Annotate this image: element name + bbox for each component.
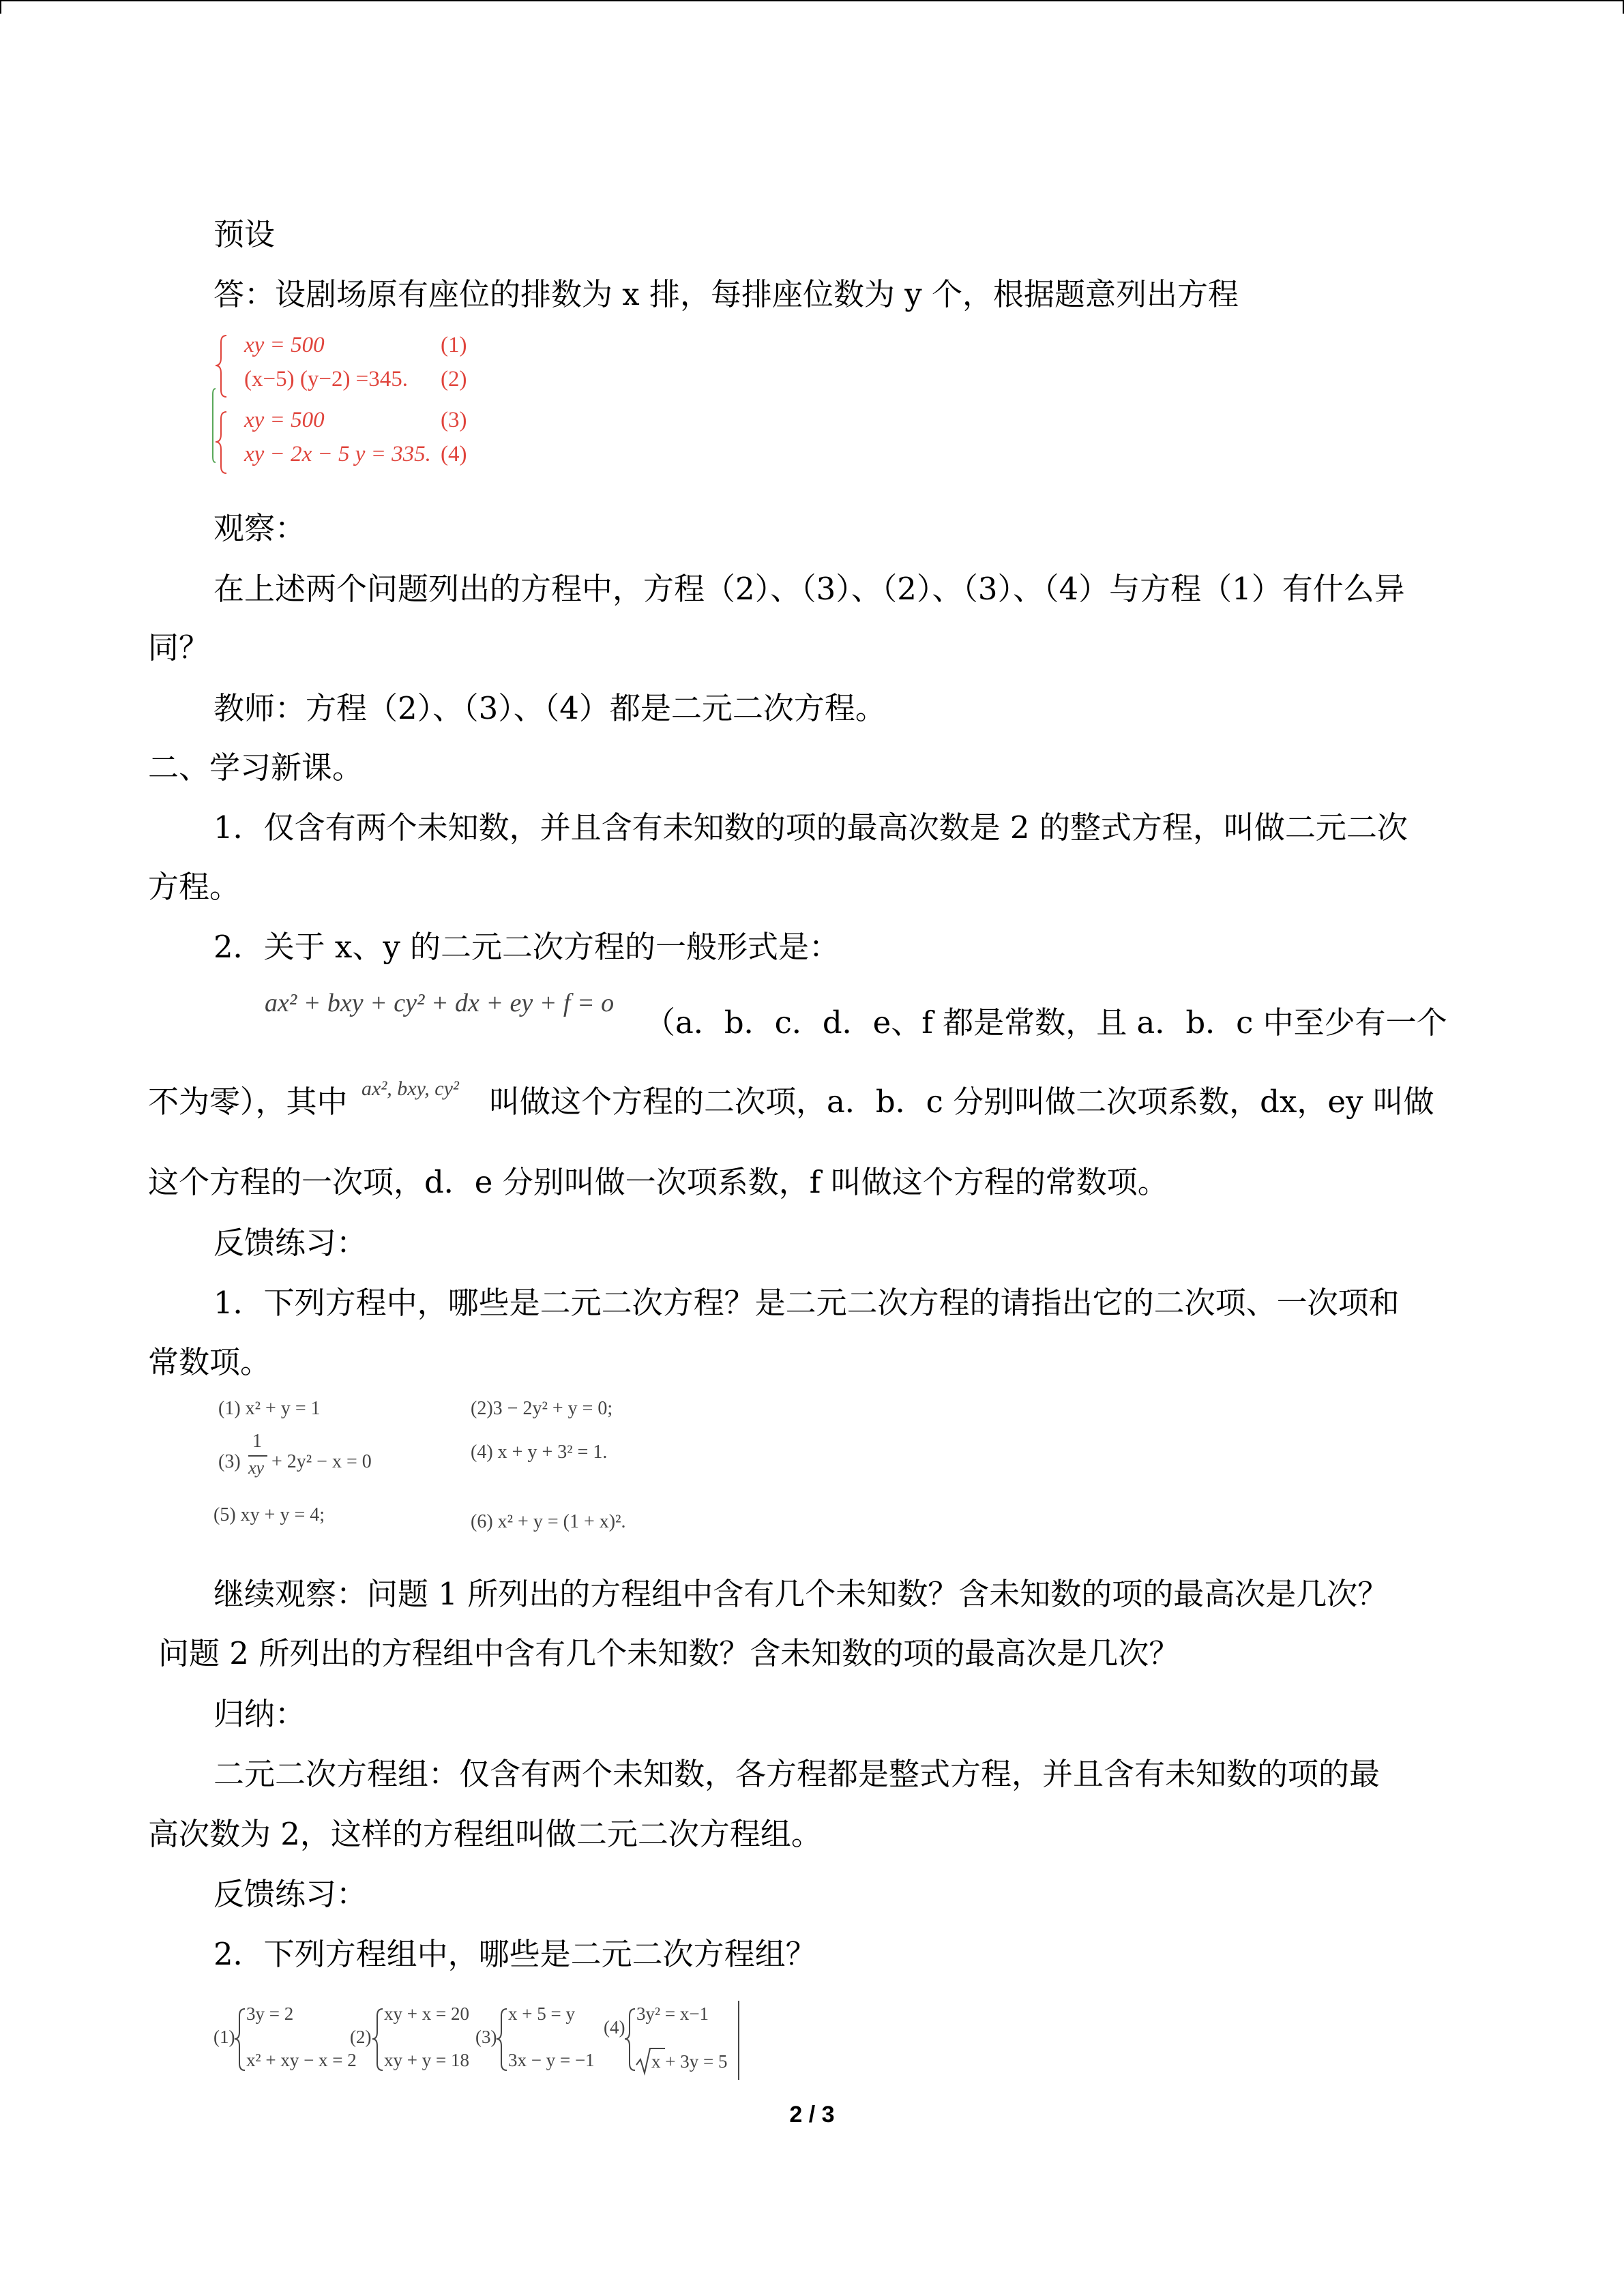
eq-2: (x−5) (y−2) =345. [244,367,409,391]
definition-1-cont: 方程。 [148,869,241,905]
exercise-1-eq1: (1) x² + y = 1 [218,1398,321,1419]
line-observe: 观察： [213,510,306,546]
eq3-rest: + 2y² − x = 0 [271,1451,372,1472]
definition-1: 1．仅含有两个未知数，并且含有未知数的项的最高次数是 2 的整式方程，叫做二元二次 [213,809,1408,846]
eq-3-tag: (3) [441,408,467,432]
exercise-2-question: 2．下列方程组中，哪些是二元二次方程组？ [213,1936,816,1972]
exercise-1-question: 1．下列方程中，哪些是二元二次方程？是二元二次方程的请指出它的二次项、一次项和 [213,1285,1400,1321]
system-1-eq-b: x² + xy − x = 2 [246,2050,357,2070]
eq3-numerator: 1 [252,1431,262,1452]
eq-1-tag: (1) [441,333,467,357]
section-heading: 二、学习新课。 [148,749,364,786]
summary-definition: 二元二次方程组：仅含有两个未知数，各方程都是整式方程，并且含有未知数的项的最 [213,1756,1381,1792]
continue-observe-2: 问题 2 所列出的方程组中含有几个未知数？含未知数的项的最高次是几次？ [158,1635,1180,1671]
system-2-eq-b: xy + y = 18 [384,2050,469,2070]
linear-terms-line: 这个方程的一次项，d．e 分别叫做一次项系数，f 叫做这个方程的常数项。 [148,1164,1168,1200]
eq-1: xy = 500 [244,333,325,357]
equation-system-1 [211,327,498,484]
general-form-note: （a．b．c．d．e、f 都是常数，且 a．b．c 中至少有一个 [645,1004,1447,1041]
line-question: 在上述两个问题列出的方程中，方程（2）、（3）、（2）、（3）、（4）与方程（1）有什么异 [213,571,1405,607]
quadratic-terms-line-end: 叫做这个方程的二次项，a．b．c 分别叫做二次项系数，dx，ey 叫做 [489,1084,1434,1120]
system-2-eq-a: xy + x = 20 [384,2003,469,2024]
feedback-heading-1: 反馈练习： [213,1225,368,1261]
eq-3: xy = 500 [244,408,325,432]
system-1-label: (1) [213,2027,235,2047]
system-3-label: (3) [475,2027,497,2047]
exercise-2-systems [213,1997,759,2092]
system-3-eq-b: 3x − y = −1 [508,2050,595,2070]
system-2-label: (2) [350,2027,372,2047]
system-1-eq-a: 3y = 2 [246,2003,294,2024]
continue-observe-1: 继续观察：问题 1 所列出的方程组中含有几个未知数？含未知数的项的最高次是几次？ [213,1576,1389,1612]
quadratic-terms-line-start: 不为零），其中 [148,1084,348,1120]
eq3-denominator: xy [248,1458,265,1478]
page-number: 2 / 3 [789,2102,835,2128]
exercise-1-question-cont: 常数项。 [148,1344,271,1380]
eq3-label: (3) [218,1451,241,1472]
exercise-1-eq2: (2)3 − 2y² + y = 0; [471,1398,613,1419]
line-question-cont: 同？ [148,629,210,666]
system-4-eq-b: x + 3y = 5 [651,2051,728,2072]
page-border-left [0,0,1,14]
exercise-1-eq6: (6) x² + y = (1 + x)². [471,1511,626,1532]
general-form-formula: ax² + bxy + cy² + dx + ey + f = o [265,989,615,1017]
system-4-label: (4) [604,2017,625,2038]
exercise-1-eq4: (4) x + y + 3² = 1. [471,1442,608,1463]
line-teacher: 教师：方程（2）、（3）、（4）都是二元二次方程。 [213,690,886,726]
summary-heading: 归纳： [213,1696,306,1732]
exercise-1-eq5: (5) xy + y = 4; [213,1504,325,1525]
fraction-bar [248,1455,267,1457]
page-border-top [0,0,1624,1]
definition-2: 2．关于 x、y 的二元二次方程的一般形式是： [213,929,840,965]
system-4-eq-a: 3y² = x−1 [636,2003,709,2024]
eq-4: xy − 2x − 5 y = 335. [244,442,431,466]
line-yushe: 预设 [213,216,276,252]
feedback-heading-2: 反馈练习： [213,1876,368,1912]
exercise-1-eq3 [218,1431,396,1485]
system-3-eq-a: x + 5 = y [508,2003,575,2024]
eq-2-tag: (2) [441,367,467,391]
line-answer: 答：设剧场原有座位的排数为 x 排，每排座位数为 y 个，根据题意列出方程 [213,276,1239,312]
quadratic-terms-formula: ax², bxy, cy² [361,1077,459,1100]
summary-definition-cont: 高次数为 2，这样的方程组叫做二元二次方程组。 [148,1816,822,1852]
eq-4-tag: (4) [441,442,467,466]
